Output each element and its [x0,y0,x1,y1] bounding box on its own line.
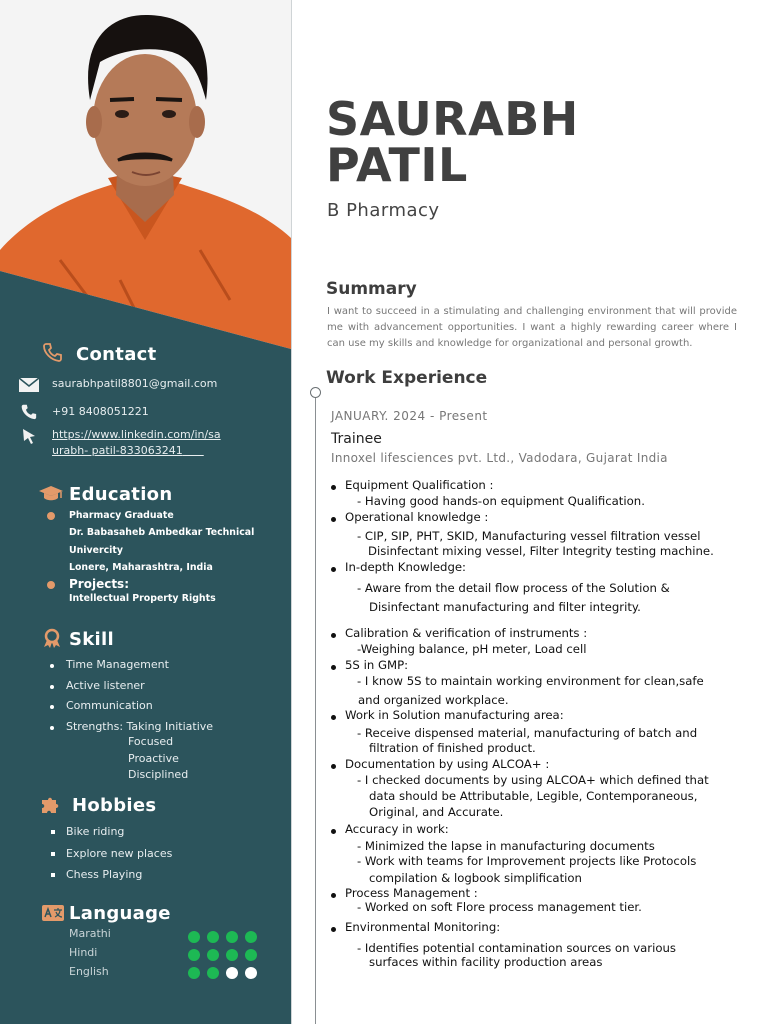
work-item-heading: 5S in GMP: [345,658,409,672]
language-level-dot [245,967,257,979]
job-date: JANUARY. 2024 - Present [331,409,488,423]
work-item-heading: Process Management : [345,886,478,900]
summary-text: I want to succeed in a stimulating and challenging environment that will provide me with advancement opportunities. I want a highly rewarding career where I can use my skills and knowledge for organizational and personal growth. [327,306,737,349]
language-level-dot [226,949,238,961]
work-item-detail: filtration of finished product. [369,741,536,755]
skill-title: Skill [69,629,114,650]
profession-subtitle: B Pharmacy [327,200,440,221]
work-item-detail: data should be Attributable, Legible, Contemporaneous, [369,789,698,803]
work-bullet [331,633,336,638]
hobby-bullet [51,852,55,856]
phone-icon [42,342,62,366]
skill-bullet [50,705,54,709]
work-item-heading: Documentation by using ALCOA+ : [345,757,550,771]
language-name: English [69,965,109,978]
strength-item: Proactive [128,752,179,765]
language-level-dot [207,931,219,943]
work-experience-title: Work Experience [326,368,488,388]
award-icon [42,628,62,652]
work-item-detail: - Work with teams for Improvement projects like Protocols [357,854,697,868]
skill-item: Active listener [66,679,145,692]
work-item-heading: Accuracy in work: [345,822,449,836]
education-title: Education [69,484,173,505]
contact-linkedin-line1[interactable]: https://www.linkedin.com/in/sa [52,428,221,441]
projects-label: Projects: [69,577,129,591]
language-level-dot [207,967,219,979]
education-university-line1: Dr. Babasaheb Ambedkar Technical [69,527,255,538]
language-level-dot [245,931,257,943]
name-last: PATIL [326,138,468,192]
strength-item: Focused [128,735,174,748]
contact-email[interactable]: saurabhpatil8801@gmail.com [52,377,218,390]
work-bullet [331,485,336,490]
language-level-dot [245,949,257,961]
work-item-detail: - Aware from the detail flow process of the Solution & [357,581,670,595]
work-item-heading: Operational knowledge : [345,510,489,524]
job-company: Innoxel lifesciences pvt. Ltd., Vadodara, Gujarat India [331,451,668,465]
work-bullet [331,764,336,769]
timeline-dot [310,387,321,398]
strength-item: Disciplined [128,768,189,781]
education-location: Lonere, Maharashtra, India [69,562,213,573]
work-item-detail: Disinfectant manufacturing and filter integrity. [369,600,641,614]
work-item-heading: Equipment Qualification : [345,478,494,492]
language-title: Language [69,903,171,924]
language-level-dot [188,949,200,961]
hobbies-title: Hobbies [72,795,157,816]
name-first: SAURABH [326,92,579,146]
sidebar [0,0,291,1024]
hobby-item: Explore new places [66,847,173,860]
work-item-detail: and organized workplace. [358,693,509,707]
job-role: Trainee [331,431,382,447]
work-bullet [331,829,336,834]
work-item-detail: - Identifies potential contamination sources on various [357,941,676,955]
language-level-dot [207,949,219,961]
work-item-detail: - Minimized the lapse in manufacturing documents [357,839,655,853]
timeline-line [315,392,316,1024]
work-item-detail: compilation & logbook simplification [369,871,582,885]
phone-small-icon [20,403,37,424]
column-divider [291,0,292,1024]
work-bullet [331,715,336,720]
work-bullet [331,567,336,572]
summary-title: Summary [326,279,417,299]
skill-bullet [50,664,54,668]
work-bullet [331,927,336,932]
work-item-detail: - Having good hands-on equipment Qualification. [357,494,645,508]
work-item-heading: In-depth Knowledge: [345,560,466,574]
work-item-detail: - CIP, SIP, PHT, SKID, Manufacturing vessel filtration vessel [357,529,701,543]
language-name: Marathi [69,927,111,940]
work-item-detail: - I know 5S to maintain working environment for clean,safe [357,674,704,688]
work-bullet [331,893,336,898]
language-level-dot [226,967,238,979]
education-degree: Pharmacy Graduate [69,510,174,521]
work-item-detail: surfaces within facility production areas [369,955,603,969]
hobby-bullet [51,873,55,877]
education-bullet [47,512,55,520]
skill-bullet [50,685,54,689]
work-item-detail: - I checked documents by using ALCOA+ which defined that [357,773,709,787]
skill-bullet [50,726,54,730]
work-item-heading: Work in Solution manufacturing area: [345,708,564,722]
contact-phone[interactable]: +91 8408051221 [52,405,149,418]
work-item-detail: Original, and Accurate. [369,805,504,819]
work-item-detail: -Weighing balance, pH meter, Load cell [357,642,587,656]
work-bullet [331,517,336,522]
language-level-dot [188,931,200,943]
work-item-heading: Calibration & verification of instruments : [345,626,588,640]
hobby-bullet [51,830,55,834]
work-item-detail: - Worked on soft Flore process management tier. [357,900,642,914]
work-item-detail: Disinfectant mixing vessel, Filter Integrity testing machine. [368,544,714,558]
hobby-item: Bike riding [66,825,125,838]
education-university-line2: Univercity [69,545,123,556]
language-level-dot [226,931,238,943]
language-level-dot [188,967,200,979]
work-bullet [331,665,336,670]
contact-linkedin-line2[interactable]: urabh- patil-833063241 [52,444,183,457]
email-icon [18,377,40,397]
language-name: Hindi [69,946,98,959]
project-item: Intellectual Property Rights [69,593,216,604]
puzzle-icon [41,796,63,818]
cursor-icon [22,428,36,448]
contact-title: Contact [76,344,157,365]
projects-bullet [47,581,55,589]
translate-icon [42,905,64,925]
work-item-detail: - Receive dispensed material, manufacturing of batch and [357,726,698,740]
skill-item: Communication [66,699,153,712]
hobby-item: Chess Playing [66,868,143,881]
name-heading [326,92,579,192]
skill-item: Time Management [66,658,169,671]
work-item-heading: Environmental Monitoring: [345,920,501,934]
graduation-cap-icon [38,486,64,506]
skill-item: Strengths: Taking Initiative [66,720,214,733]
